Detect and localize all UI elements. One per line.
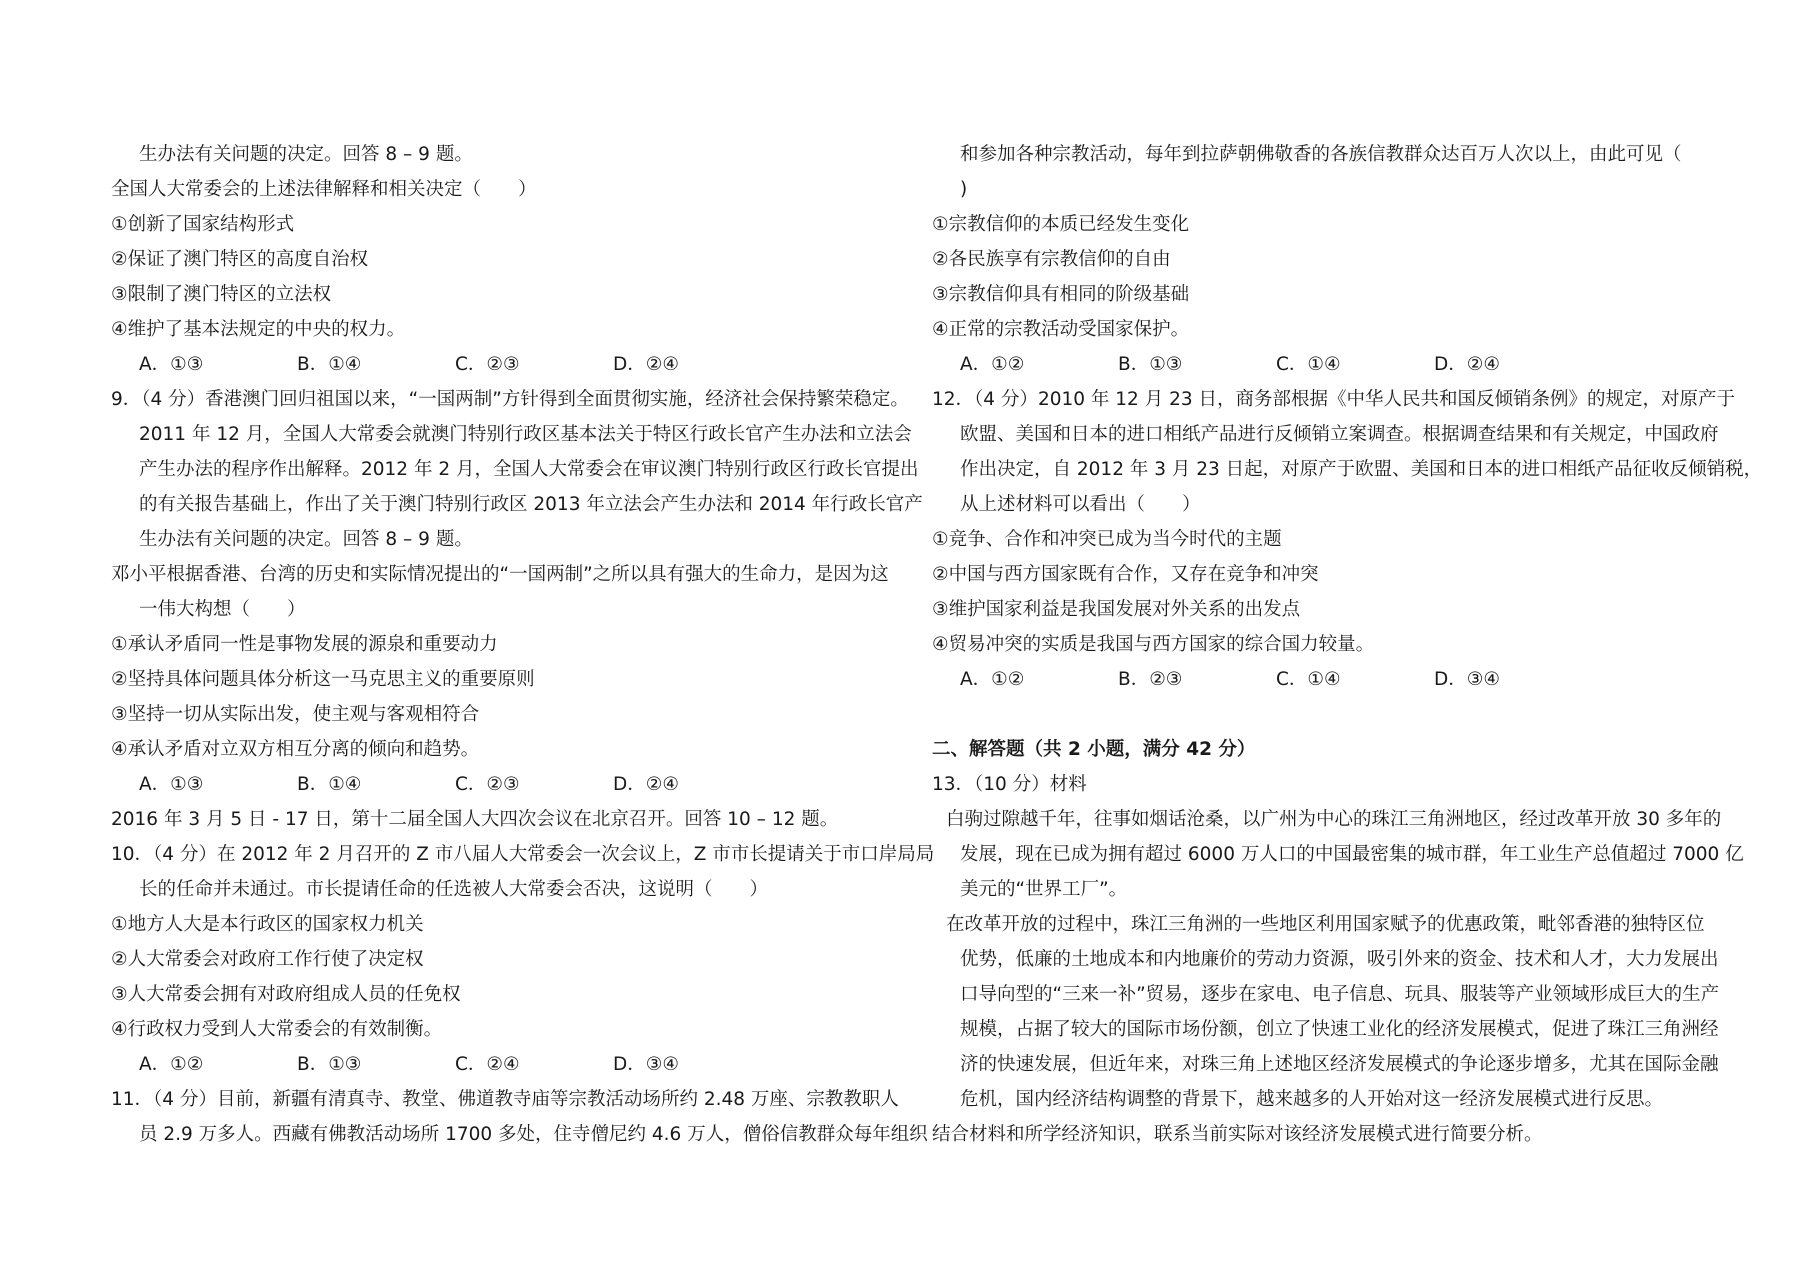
q12-option-b: B．②③ [1118, 669, 1183, 690]
q9-item: ②坚持具体问题具体分析这一马克思主义的重要原则 [111, 669, 535, 690]
q11-stem-continued: ) [960, 179, 968, 200]
q12-item: ④贸易冲突的实质是我国与西方国家的综合国力较量。 [932, 634, 1375, 655]
q9-item: ①承认矛盾同一性是事物发展的源泉和重要动力 [111, 634, 498, 655]
q9-material-line: 生办法有关问题的决定。回答 8 – 9 题。 [139, 529, 473, 550]
q10-options [111, 1047, 911, 1082]
q8-stem: 全国人大常委会的上述法律解释和相关决定（ ） [111, 179, 537, 200]
q9-material-line: 2011 年 12 月，全国人大常委会就澳门特别行政区基本法关于特区行政长官产生办法和立法会 [139, 424, 912, 445]
q13-material-para: 口导向型的“三来一补”贸易，逐步在家电、电子信息、玩具、服装等产业领域形成巨大的生产 [960, 984, 1720, 1005]
q11-option-c: C．①④ [1276, 354, 1341, 375]
q12-item: ③维护国家利益是我国发展对外关系的出发点 [932, 599, 1301, 620]
q10-stem: 长的任命并未通过。市长提请任命的任选被人大常委会否决，这说明（ ） [139, 879, 769, 900]
q10-option-a: A．①② [139, 1054, 204, 1075]
q11-item: ③宗教信仰具有相同的阶级基础 [932, 284, 1190, 305]
q10-option-c: C．②④ [455, 1054, 520, 1075]
q8-option-b: B．①④ [297, 354, 362, 375]
q9-stem: 邓小平根据香港、台湾的历史和实际情况提出的“一国两制”之所以具有强大的生命力，是因为这 [111, 564, 889, 585]
q11-option-a: A．①② [960, 354, 1025, 375]
q12-item: ①竞争、合作和冲突已成为当今时代的主题 [932, 529, 1282, 550]
q8-item: ②保证了澳门特区的高度自治权 [111, 249, 369, 270]
q9-option-d: D．②④ [613, 774, 679, 795]
q12-option-a: A．①② [960, 669, 1025, 690]
q12-option-c: C．①④ [1276, 669, 1341, 690]
q10-stem: 10．（4 分）在 2012 年 2 月召开的 Z 市八届人大常委会一次会议上，Z 市市长提请关于市口岸局局 [111, 844, 935, 865]
q11-stem: 11．（4 分）目前，新疆有清真寺、教堂、佛道教寺庙等宗教活动场所约 2.48 万座、宗教教职人 [111, 1089, 899, 1110]
q13-label: 13．（10 分）材料 [932, 774, 1087, 795]
q9-option-c: C．②③ [455, 774, 520, 795]
q10-option-b: B．①③ [297, 1054, 362, 1075]
q12-options [932, 662, 1732, 697]
q13-material-para: 危机，国内经济结构调整的背景下，越来越多的人开始对这一经济发展模式进行反思。 [960, 1089, 1664, 1110]
q9-options [111, 767, 911, 802]
q9-item: ④承认矛盾对立双方相互分离的倾向和趋势。 [111, 739, 480, 760]
q12-option-d: D．③④ [1434, 669, 1500, 690]
q13-material-para: 白驹过隙越千年，往事如烟话沧桑，以广州为中心的珠江三角洲地区，经过改革开放 30 多年的 [946, 809, 1722, 830]
q9-material-line: 的有关报告基础上，作出了关于澳门特别行政区 2013 年立法会产生办法和 2014 年行政长官产 [139, 494, 923, 515]
section-2-title: 二、解答题（共 2 小题，满分 42 分） [932, 739, 1256, 760]
q13-material-para: 在改革开放的过程中，珠江三角洲的一些地区利用国家赋予的优惠政策，毗邻香港的独特区位 [946, 914, 1705, 935]
q13-material-para: 美元的“世界工厂”。 [960, 879, 1128, 900]
q8-item: ④维护了基本法规定的中央的权力。 [111, 319, 406, 340]
q9-material-line: 产生办法的程序作出解释。2012 年 2 月，全国人大常委会在审议澳门特别行政区行政长官提出 [139, 459, 919, 480]
q12-item: ②中国与西方国家既有合作，又存在竞争和冲突 [932, 564, 1319, 585]
q11-item: ②各民族享有宗教信仰的自由 [932, 249, 1171, 270]
q9-material-line: 9．（4 分）香港澳门回归祖国以来，“一国两制”方针得到全面贯彻实施，经济社会保持繁荣稳定。 [111, 389, 909, 410]
q12-stem: 欧盟、美国和日本的进口相纸产品进行反倾销立案调查。根据调查结果和有关规定，中国政府 [960, 424, 1719, 445]
intro-10-12: 2016 年 3 月 5 日 - 17 日，第十二届全国人大四次会议在北京召开。回答 10 – 12 题。 [111, 809, 839, 830]
q11-stem: 员 2.9 万多人。西藏有佛教活动场所 1700 多处，住寺僧尼约 4.6 万人，僧俗信教群众每年组织 [139, 1124, 928, 1145]
q10-item: ②人大常委会对政府工作行使了决定权 [111, 949, 424, 970]
q8-option-d: D．②④ [613, 354, 679, 375]
q8-option-a: A．①③ [139, 354, 204, 375]
q11-item: ④正常的宗教活动受国家保护。 [932, 319, 1190, 340]
q11-option-b: B．①③ [1118, 354, 1183, 375]
q8-item: ①创新了国家结构形式 [111, 214, 295, 235]
q12-stem: 12．（4 分）2010 年 12 月 23 日，商务部根据《中华人民共和国反倾销条例》的规定，对原产于 [932, 389, 1736, 410]
q11-item: ①宗教信仰的本质已经发生变化 [932, 214, 1190, 235]
right-column [932, 137, 1763, 1152]
q13-material-para: 济的快速发展，但近年来，对珠三角上述地区经济发展模式的争论逐步增多，尤其在国际金融 [960, 1054, 1719, 1075]
q10-item: ④行政权力受到人大常委会的有效制衡。 [111, 1019, 443, 1040]
q13-material-para: 优势，低廉的土地成本和内地廉价的劳动力资源，吸引外来的资金、技术和人才，大力发展出 [960, 949, 1719, 970]
q9-stem: 一伟大构想（ ） [139, 599, 306, 620]
q10-item: ①地方人大是本行政区的国家权力机关 [111, 914, 424, 935]
q10-item: ③人大常委会拥有对政府组成人员的任免权 [111, 984, 461, 1005]
q8-option-c: C．②③ [455, 354, 520, 375]
q11-stem-continued: 和参加各种宗教活动，每年到拉萨朝佛敬香的各族信教群众达百万人次以上，由此可见（ [960, 144, 1682, 165]
q12-stem: 作出决定，自 2012 年 3 月 23 日起，对原产于欧盟、美国和日本的进口相纸产品征收反倾销税， [960, 459, 1763, 480]
q13-question: 结合材料和所学经济知识，联系当前实际对该经济发展模式进行简要分析。 [932, 1124, 1543, 1145]
q13-material-para: 发展，现在已成为拥有超过 6000 万人口的中国最密集的城市群，年工业生产总值超过 7000 亿 [960, 844, 1744, 865]
left-column [111, 137, 935, 1152]
q9-option-b: B．①④ [297, 774, 362, 795]
q9-item: ③坚持一切从实际出发，使主观与客观相符合 [111, 704, 480, 725]
q8-options [111, 347, 911, 382]
q11-options [932, 347, 1732, 382]
q8-item: ③限制了澳门特区的立法权 [111, 284, 332, 305]
q12-stem: 从上述材料可以看出（ ） [960, 494, 1201, 515]
spacer [932, 697, 1732, 732]
q10-option-d: D．③④ [613, 1054, 679, 1075]
q9-option-a: A．①③ [139, 774, 204, 795]
q11-option-d: D．②④ [1434, 354, 1500, 375]
intro-tail: 生办法有关问题的决定。回答 8 – 9 题。 [139, 144, 473, 165]
q13-material-para: 规模，占据了较大的国际市场份额，创立了快速工业化的经济发展模式，促进了珠江三角洲经 [960, 1019, 1719, 1040]
